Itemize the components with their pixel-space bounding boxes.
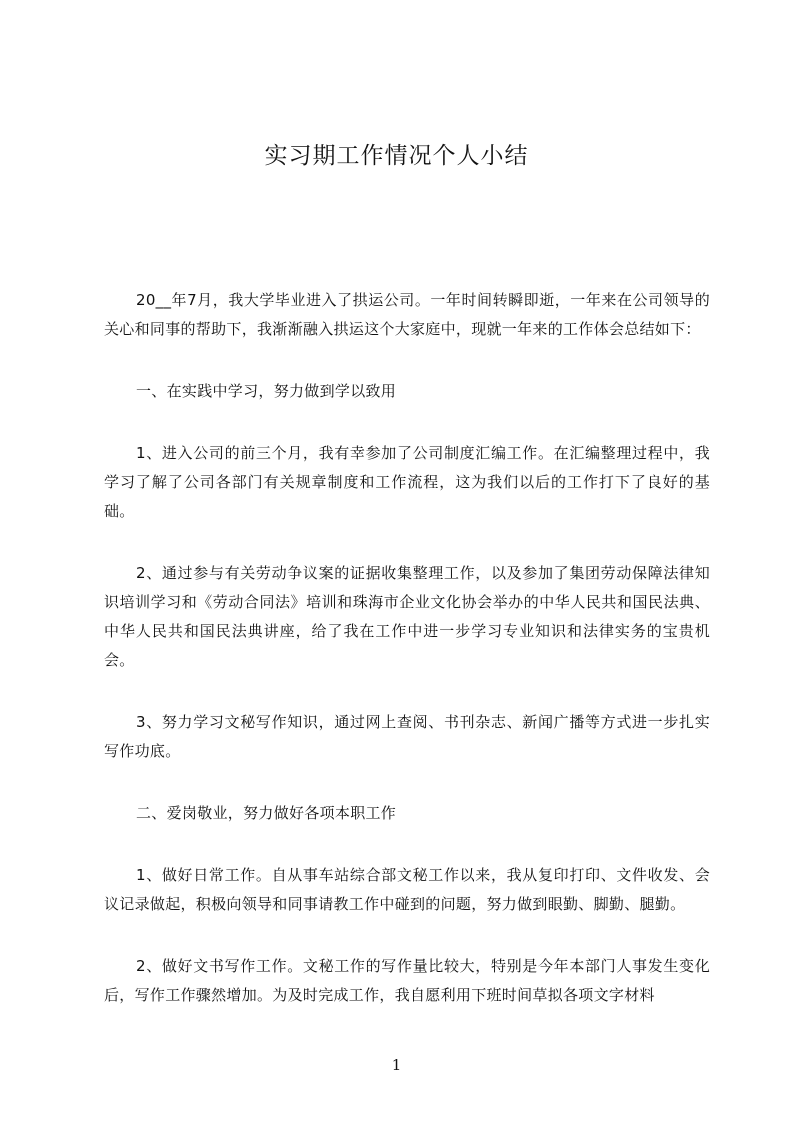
paragraph-item: 2、通过参与有关劳动争议案的证据收集整理工作，以及参加了集团劳动保障法律知识培训学习和《劳动合同法》培训和珠海市企业文化协会举办的中华人民共和国民法典、中华人民共和国民法典讲座，给了我在工作中进一步学习专业知识和法律实务的宝贵机会。 xyxy=(104,564,710,669)
paragraph-item: 1、做好日常工作。自从事车站综合部文秘工作以来，我从复印打印、文件收发、会议记录做起，积极向领导和同事请教工作中碰到的问题，努力做到眼勤、脚勤、腿勤。 xyxy=(104,866,710,913)
paragraph-item: 3、努力学习文秘写作知识，通过网上查阅、书刊杂志、新闻广播等方式进一步扎实写作功底。 xyxy=(104,713,710,760)
paragraph-intro: 20__年7月，我大学毕业进入了拱运公司。一年时间转瞬即逝，一年来在公司领导的关心和同事的帮助下，我渐渐融入拱运这个大家庭中，现就一年来的工作体会总结如下： xyxy=(104,291,710,338)
section-heading-1: 一、在实践中学习，努力做到学以致用 xyxy=(136,382,397,400)
paragraph-item: 2、做好文书写作工作。文秘工作的写作量比较大，特别是今年本部门人事发生变化后，写作工作骤然增加。为及时完成工作，我自愿利用下班时间草拟各项文字材料 xyxy=(104,957,710,1004)
document-body xyxy=(104,286,710,1043)
document-title: 实习期工作情况个人小结 xyxy=(264,143,529,169)
paragraph-item: 1、进入公司的前三个月，我有幸参加了公司制度汇编工作。在汇编整理过程中，我学习了解了公司各部门有关规章制度和工作流程，这为我们以后的工作打下了良好的基础。 xyxy=(104,444,710,520)
section-heading-2: 二、爱岗敬业，努力做好各项本职工作 xyxy=(136,804,397,822)
page-number: 1 xyxy=(391,1056,402,1074)
